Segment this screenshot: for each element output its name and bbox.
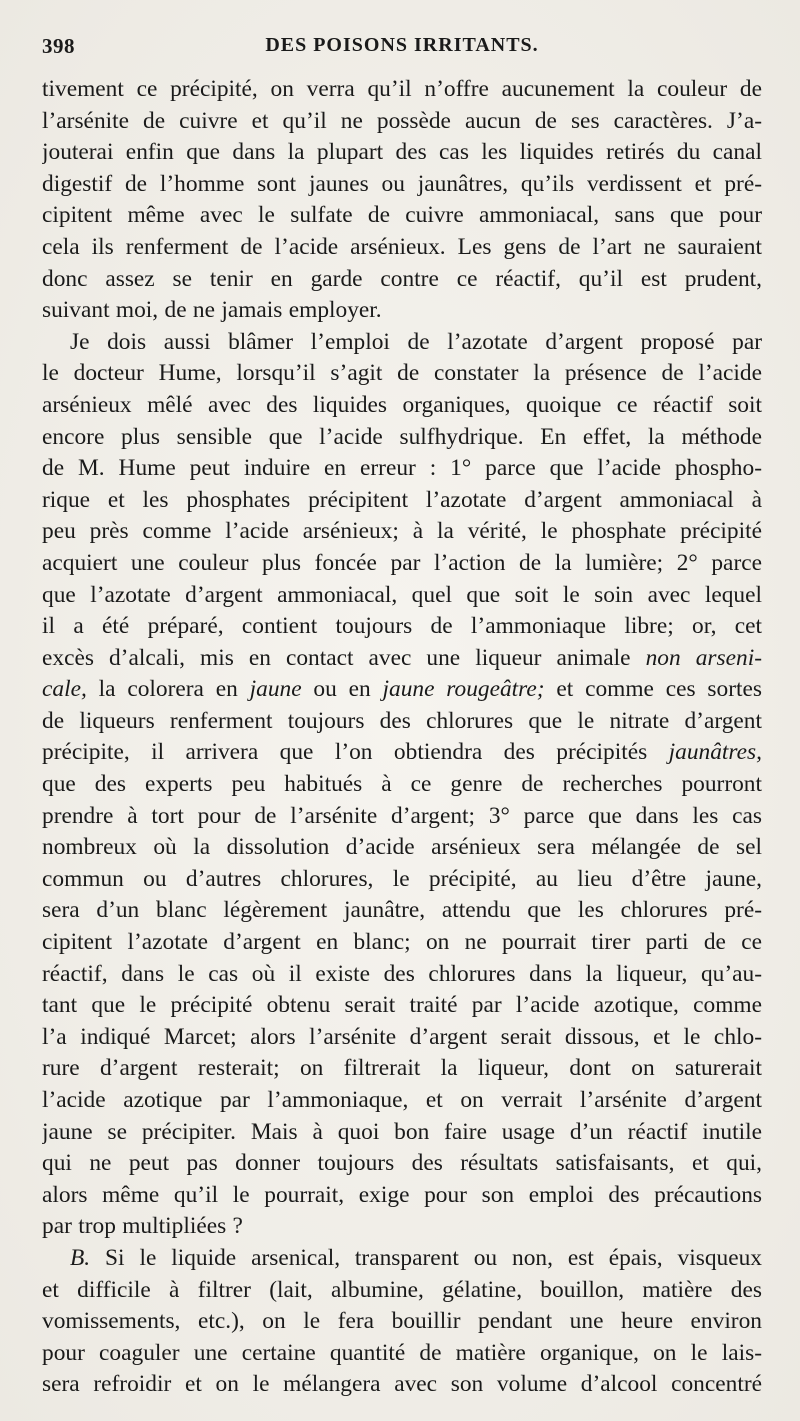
line-text: cipitent l’azotate d’argent en blanc; on ne pourrait tirer parti de ce xyxy=(42,929,762,956)
line-text: suivant moi, de ne jamais employer. xyxy=(42,297,382,324)
text-line xyxy=(42,1148,762,1180)
line-text: Si le liquide arsenical, transparent ou non, est épais, visqueux xyxy=(90,1244,762,1271)
text-line xyxy=(42,1085,762,1117)
italic-text: jaunâtres, xyxy=(668,739,762,766)
line-text: ou en xyxy=(301,676,383,703)
body-text xyxy=(42,74,762,1401)
line-text: de liqueurs renferment toujours des chlorures que le nitrate d’argent xyxy=(42,707,762,734)
line-text: l’arsénite de cuivre et qu’il ne possède aucun de ses caractères. J’a- xyxy=(42,107,762,134)
line-text: tant que le précipité obtenu serait traité par l’acide azotique, comme xyxy=(42,992,762,1019)
line-text: cipitent même avec le sulfate de cuivre ammoniacal, sans que pour xyxy=(42,202,762,229)
text-line xyxy=(42,1275,762,1307)
line-text: de M. Hume peut induire en erreur : 1° parce que l’acide phospho- xyxy=(42,455,762,482)
text-line xyxy=(42,580,762,612)
line-text: rique et les phosphates précipitent l’azotate d’argent ammoniacal à xyxy=(42,486,762,513)
text-line xyxy=(42,453,762,485)
line-text: cela ils renferment de l’acide arsénieux. Les gens de l’art ne sauraient xyxy=(42,233,762,260)
text-line xyxy=(42,74,762,106)
line-text: jouterai enfin que dans la plupart des cas les liquides retirés du canal xyxy=(42,139,762,166)
text-line xyxy=(42,422,762,454)
line-text: peu près comme l’acide arsénieux; à la vérité, le phosphate précipité xyxy=(42,518,762,545)
line-text: la colorera en xyxy=(86,676,250,703)
line-text: sera refroidir et on le mélangera avec son volume d’alcool concentré xyxy=(42,1371,762,1398)
line-text: et difficile à filtrer (lait, albumine, gélatine, bouillon, matière des xyxy=(42,1276,762,1303)
text-line xyxy=(42,706,762,738)
text-line xyxy=(42,232,762,264)
running-title: DES POISONS IRRITANTS. xyxy=(265,34,539,56)
line-text: digestif de l’homme sont jaunes ou jaunâtres, qu’ils verdissent et pré- xyxy=(42,170,762,197)
line-text: l’a indiqué Marcet; alors l’arsénite d’argent serait dissous, et le chlo- xyxy=(42,1023,762,1050)
text-line xyxy=(42,1053,762,1085)
line-text: arsénieux mêlé avec des liquides organiques, quoique ce réactif soit xyxy=(42,391,762,418)
line-text: alors même qu’il le pourrait, exige pour son emploi des précautions xyxy=(42,1181,762,1208)
line-text: jaune se précipiter. Mais à quoi bon faire usage d’un réactif inutile xyxy=(42,1118,762,1145)
italic-text: jaune rougeâtre; xyxy=(382,676,545,703)
text-line xyxy=(42,611,762,643)
line-text: précipite, il arrivera que l’on obtiendra des précipités xyxy=(42,739,648,766)
italic-text: non arseni- xyxy=(645,644,762,671)
line-text: vomissements, etc.), on le fera bouillir pendant une heure environ xyxy=(42,1308,762,1335)
text-line xyxy=(42,864,762,896)
text-line xyxy=(42,1022,762,1054)
text-line xyxy=(42,200,762,232)
text-line xyxy=(42,1243,762,1275)
line-text: réactif, dans le cas où il existe des chlorures dans la liqueur, qu’au- xyxy=(42,960,762,987)
line-text: l’acide azotique par l’ammoniaque, et on verrait l’arsénite d’argent xyxy=(42,1087,762,1113)
line-text: acquiert une couleur plus foncée par l’action de la lumière; 2° parce xyxy=(42,549,762,576)
line-text: rure d’argent resterait; on filtrerait la liqueur, dont on saturerait xyxy=(42,1055,762,1082)
line-text: il a été préparé, contient toujours de l’ammoniaque libre; or, cet xyxy=(42,613,762,640)
running-head xyxy=(42,34,762,74)
text-line xyxy=(42,1306,762,1338)
line-text: sera d’un blanc légèrement jaunâtre, attendu que les chlorures pré- xyxy=(42,897,762,924)
text-line xyxy=(42,137,762,169)
italic-text: B. xyxy=(70,1244,91,1271)
line-text: pour coaguler une certaine quantité de matière organique, on le lais- xyxy=(42,1339,762,1366)
page-number: 398 xyxy=(42,34,75,58)
text-line xyxy=(42,264,762,296)
text-line xyxy=(42,548,762,580)
text-line xyxy=(42,1338,762,1370)
text-line xyxy=(42,516,762,548)
line-text: le docteur Hume, lorsqu’il s’agit de constater la présence de l’acide xyxy=(42,360,762,387)
italic-text: cale, xyxy=(42,676,87,703)
text-line xyxy=(42,390,762,422)
text-line xyxy=(42,1369,762,1401)
text-line xyxy=(42,327,762,359)
line-text: qui ne peut pas donner toujours des résultats satisfaisants, et qui, xyxy=(42,1150,762,1177)
text-line xyxy=(42,737,762,769)
line-text: commun ou d’autres chlorures, le précipité, au lieu d’être jaune, xyxy=(42,865,762,892)
line-text: que l’azotate d’argent ammoniacal, quel que soit le soin avec lequel xyxy=(42,581,762,608)
text-line xyxy=(42,832,762,864)
italic-text: jaune xyxy=(249,676,302,703)
text-line xyxy=(42,801,762,833)
line-text: prendre à tort pour de l’arsénite d’argent; 3° parce que dans les cas xyxy=(42,802,762,829)
text-line xyxy=(42,895,762,927)
text-line xyxy=(42,674,762,706)
text-line xyxy=(42,769,762,801)
text-line xyxy=(42,295,762,327)
line-text: encore plus sensible que l’acide sulfhydrique. En effet, la méthode xyxy=(42,423,762,450)
text-line xyxy=(42,1211,762,1243)
text-line xyxy=(42,643,762,675)
line-text: tivement ce précipité, on verra qu’il n’offre aucunement la couleur de xyxy=(42,76,762,102)
text-line xyxy=(42,106,762,138)
text-line xyxy=(42,1180,762,1212)
text-line xyxy=(42,990,762,1022)
line-text: que des experts peu habitués à ce genre de recherches pourront xyxy=(42,771,762,798)
text-line xyxy=(42,927,762,959)
text-line xyxy=(42,485,762,517)
line-text: excès d’alcali, mis en contact avec une liqueur animale xyxy=(42,644,631,671)
line-text: donc assez se tenir en garde contre ce réactif, qu’il est prudent, xyxy=(42,265,762,292)
text-line xyxy=(42,959,762,991)
line-text: nombreux où la dissolution d’acide arsénieux sera mélangée de sel xyxy=(42,834,762,861)
text-line xyxy=(42,358,762,390)
line-text: et comme ces sortes xyxy=(544,676,762,703)
text-line xyxy=(42,1117,762,1149)
line-text: Je dois aussi blâmer l’emploi de l’azotate d’argent proposé par xyxy=(70,328,762,355)
text-line xyxy=(42,169,762,201)
line-text: par trop multipliées ? xyxy=(42,1213,243,1240)
